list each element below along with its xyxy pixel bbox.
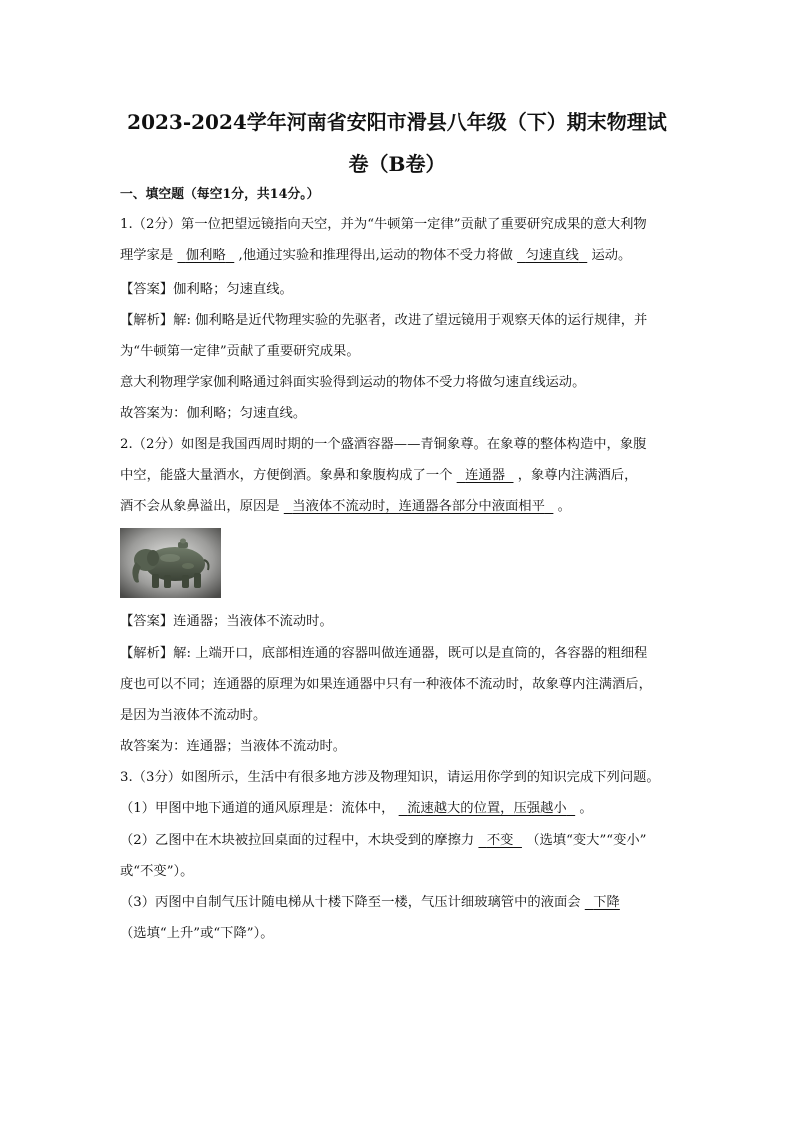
- q2-analysis-line3: 是因为当液体不流动时。: [120, 708, 267, 723]
- doc-title-line2: 卷（B卷）: [348, 152, 446, 176]
- q3-blank-2: 不变: [486, 833, 514, 848]
- q1-analysis-line1: 【解析】解: 伽利略是近代物理实验的先驱者，改进了望远镜用于观察天体的运行规律，并: [120, 313, 648, 328]
- q3-line1: 3.（3分）如图所示，生活中有很多地方涉及物理知识，请运用你学到的知识完成下列问题。: [120, 770, 660, 785]
- q1-line2: [120, 246, 631, 266]
- q2-text-l3c: 。: [557, 499, 571, 514]
- q3-sub2-text: （2）乙图中在木块被拉回桌面的过程中，木块受到的摩擦力: [120, 833, 475, 848]
- q2-blank-1: 连通器: [465, 468, 506, 483]
- q2-line1: 2.（2分）如图是我国西周时期的一个盛酒容器——青铜象尊。在象尊的整体构造中，象腹: [120, 437, 647, 452]
- q2-text-c: ，象尊内注满酒后，: [517, 468, 638, 483]
- q3-sub3-line2: （选填“上升”或“下降”）。: [120, 926, 274, 941]
- q1-text-c: ,他通过实验和推理得出,运动的物体不受力将做: [238, 248, 513, 263]
- q1-analysis-line2: 为“牛顿第一定律”贡献了重要研究成果。: [120, 344, 360, 359]
- bronze-elephant-zun-image: [120, 528, 221, 598]
- q1-analysis-line3: 意大利物理学家伽利略通过斜面实验得到运动的物体不受力将做匀速直线运动。: [120, 375, 586, 390]
- q2-blank-2: 当液体不流动时，连通器各部分中液面相平: [292, 499, 545, 514]
- q3-sub2-options: （选填“变大”“变小”: [526, 833, 647, 848]
- q2-answer: 【答案】连通器；当液体不流动时。: [120, 614, 333, 629]
- q2-line2: [120, 466, 637, 486]
- q3-sub1: [120, 799, 593, 819]
- q3-sub1-end: 。: [579, 801, 593, 816]
- q1-line1: 1.（2分）第一位把望远镜指向天空，并为“牛顿第一定律”贡献了重要研究成果的意大利物: [120, 217, 647, 232]
- q3-sub3-text: （3）丙图中自制气压计随电梯从十楼下降至一楼，气压计细玻璃管中的液面会: [120, 895, 581, 910]
- q3-sub1-text: （1）甲图中地下通道的通风原理是：流体中，: [120, 801, 395, 816]
- q3-sub2: [120, 831, 646, 851]
- q1-final-answer: 故答案为：伽利略；匀速直线。: [120, 406, 307, 421]
- q1-blank-2: 匀速直线: [525, 248, 579, 263]
- q2-text-a: 中空，能盛大量酒水，方便倒酒。象鼻和象腹构成了一个: [120, 468, 453, 483]
- q1-blank-1: 伽利略: [185, 248, 226, 263]
- section-heading: 一、填空题（每空1分，共14分。）: [120, 187, 320, 202]
- q3-sub2-line2: 或“不变”）。: [120, 864, 194, 879]
- q3-sub3: [120, 893, 620, 913]
- q2-final-answer: 故答案为：连通器；当液体不流动时。: [120, 739, 347, 754]
- q3-blank-1: 流速越大的位置，压强越小: [407, 801, 567, 816]
- doc-title-line1: 2023-2024学年河南省安阳市滑县八年级（下）期末物理试: [127, 110, 667, 134]
- q2-analysis-line2: 度也可以不同；连通器的原理为如果连通器中只有一种液体不流动时，故象尊内注满酒后，: [120, 677, 652, 692]
- q2-line3: [120, 497, 571, 517]
- q2-analysis-line1: 【解析】解: 上端开口，底部相连通的容器叫做连通器，既可以是直筒的，各容器的粗细程: [120, 646, 648, 661]
- q1-answer: 【答案】伽利略；匀速直线。: [120, 282, 293, 297]
- q2-text-l3a: 酒不会从象鼻溢出，原因是: [120, 499, 280, 514]
- q1-text-a: 理学家是: [120, 248, 174, 263]
- q1-text-d: 运动。: [591, 248, 632, 263]
- q3-blank-3: 下降: [593, 895, 620, 910]
